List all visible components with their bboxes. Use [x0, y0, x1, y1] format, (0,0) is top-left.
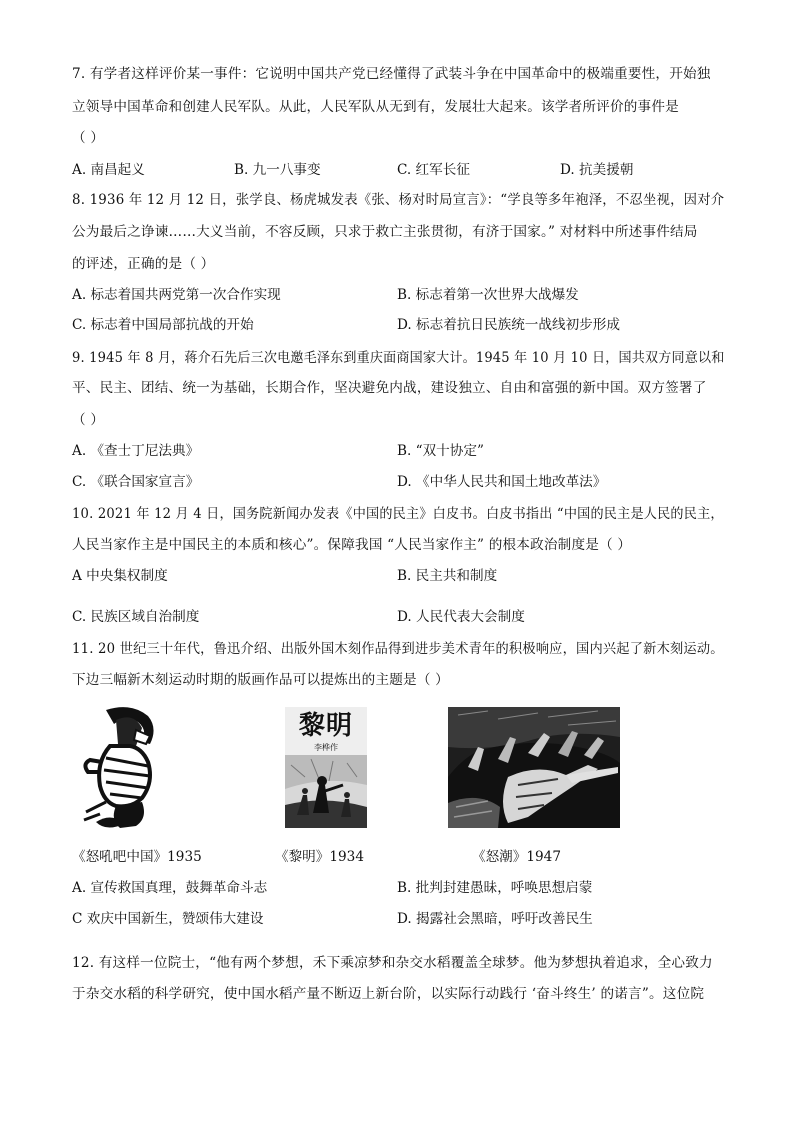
- question-8-line-3: 的评述，正确的是（ ）: [72, 256, 215, 272]
- question-10-line-1: 10. 2021 年 12 月 4 日，国务院新闻办发表《中国的民主》白皮书。白皮书指出 “中国的民主是人民的民主，: [72, 506, 724, 522]
- question-10-option-a: A 中央集权制度: [72, 568, 168, 584]
- question-8-line-1: 8. 1936 年 12 月 12 日，张学良、杨虎城发表《张、杨对时局宣言》：“学良等多年袍泽，不忍坐视，因对介: [72, 192, 725, 208]
- question-12-line-2: 于杂交水稻的科学研究，使中国水稻产量不断迈上新台阶，以实际行动践行 ‘奋斗终生’ 的诺言”。这位院: [72, 986, 705, 1002]
- question-8-option-c: C. 标志着中国局部抗战的开始: [72, 317, 254, 333]
- question-11-option-d: D. 揭露社会黑暗，呼吁改善民生: [397, 911, 593, 927]
- question-11-line-2: 下边三幅新木刻运动时期的版画作品可以提炼出的主题是（ ）: [72, 672, 449, 688]
- question-11-option-b: B. 批判封建愚昧，呼唤思想启蒙: [397, 880, 593, 896]
- question-7-option-c: C. 红军长征: [397, 162, 470, 178]
- question-9-option-c: C. 《联合国家宣言》: [72, 474, 200, 490]
- question-7-option-d: D. 抗美援朝: [560, 162, 634, 178]
- question-10-option-b: B. 民主共和制度: [397, 568, 498, 584]
- question-9-option-d: D. 《中华人民共和国土地改革法》: [397, 474, 607, 490]
- dawn-poster-author: 李桦作: [314, 743, 338, 752]
- question-7-option-b: B. 九一八事变: [234, 162, 321, 178]
- roar-china-woodcut: [76, 702, 186, 834]
- question-9-line-3: （ ）: [72, 412, 105, 428]
- question-9-option-b: B. “双十协定”: [397, 443, 484, 459]
- dawn-poster-scene: [285, 755, 367, 828]
- dawn-poster: [285, 707, 367, 828]
- question-12-line-1: 12. 有这样一位院士，“他有两个梦想，禾下乘凉梦和杂交水稻覆盖全球梦。他为梦想执着追求，全心致力: [72, 955, 713, 971]
- question-10-line-2: 人民当家作主是中国民主的本质和核心”。保障我国 “人民当家作主” 的根本政治制度是（ ）: [72, 537, 632, 553]
- question-8-option-a: A. 标志着国共两党第一次合作实现: [72, 287, 281, 303]
- dawn-caption: 《黎明》1934: [275, 849, 364, 865]
- question-7-line-2: 立领导中国革命和创建人民军队。从此，人民军队从无到有，发展壮大起来。该学者所评价的事件是: [72, 99, 679, 115]
- question-8-option-d: D. 标志着抗日民族统一战线初步形成: [397, 317, 620, 333]
- question-7-option-a: A. 南昌起义: [72, 162, 145, 178]
- question-11-option-c: C 欢庆中国新生，赞颂伟大建设: [72, 911, 264, 927]
- question-11-option-a: A. 宣传救国真理，鼓舞革命斗志: [72, 880, 268, 896]
- angry-tide-caption: 《怒潮》1947: [472, 849, 561, 865]
- question-11-line-1: 11. 20 世纪三十年代，鲁迅介绍、出版外国木刻作品得到进步美术青年的积极响应，国内兴起了新木刻运动。: [72, 641, 724, 657]
- question-7-line-3: （ ）: [72, 130, 105, 146]
- question-10-option-c: C. 民族区域自治制度: [72, 609, 200, 625]
- roar-china-caption: 《怒吼吧中国》1935: [72, 849, 202, 865]
- question-8-option-b: B. 标志着第一次世界大战爆发: [397, 287, 579, 303]
- question-9-line-2: 平、民主、团结、统一为基础，长期合作，坚决避免内战，建设独立、自由和富强的新中国。双方签署了: [72, 380, 707, 396]
- question-9-option-a: A. 《查士丁尼法典》: [72, 443, 200, 459]
- angry-tide-woodcut: [448, 707, 620, 828]
- question-8-line-2: 公为最后之诤谏……大义当前，不容反顾，只求于救亡主张贯彻，有济于国家。” 对材料中所述事件结局: [72, 224, 698, 240]
- dawn-poster-title: 黎明: [298, 711, 353, 741]
- question-7-line-1: 7. 有学者这样评价某一事件：它说明中国共产党已经懂得了武装斗争在中国革命中的极端重要性，开始独: [72, 66, 711, 82]
- question-10-option-d: D. 人民代表大会制度: [397, 609, 525, 625]
- question-9-line-1: 9. 1945 年 8 月，蒋介石先后三次电邀毛泽东到重庆面商国家大计。1945 年 10 月 10 日，国共双方同意以和: [72, 350, 725, 366]
